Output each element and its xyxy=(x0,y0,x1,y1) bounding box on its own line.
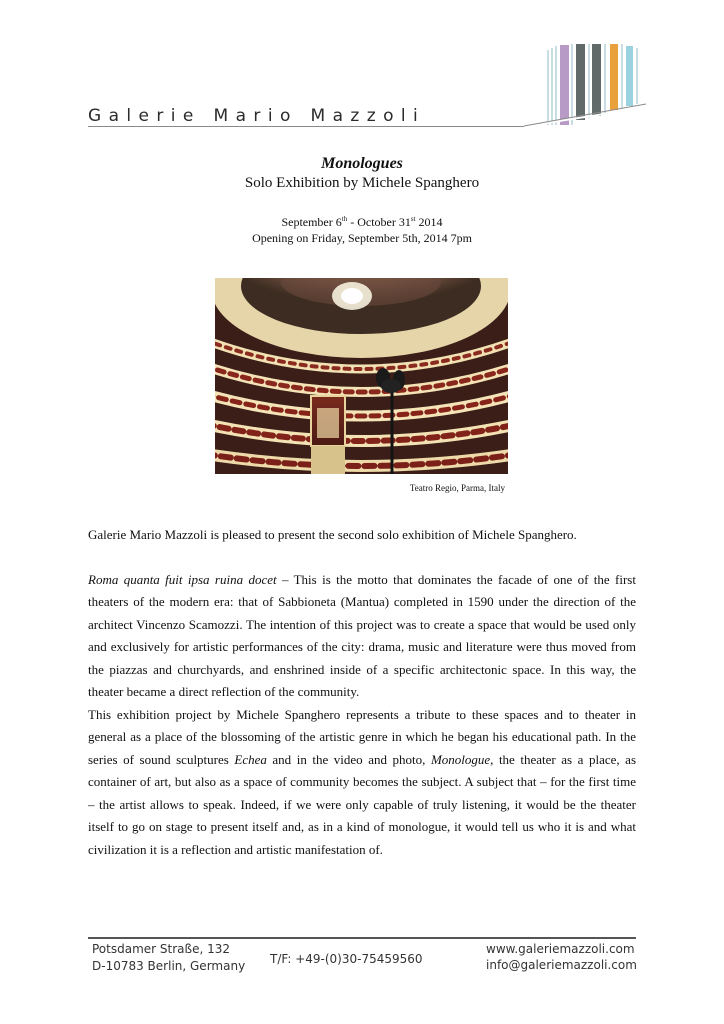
work-title-monologue: Monologue xyxy=(430,751,491,767)
exhibition-title-block xyxy=(88,154,636,246)
start-date: September 6 xyxy=(281,215,342,229)
exhibition-subtitle: Solo Exhibition by Michele Spanghero xyxy=(244,175,480,191)
footer-website-link[interactable]: www.galeriemazzoli.com xyxy=(486,942,635,956)
footer-email-link[interactable]: info@galeriemazzoli.com xyxy=(486,958,637,972)
paragraph-history-text: – This is the motto that dominates the facade of one of the first theaters of the modern era: that of Sabbioneta (Mantua) completed in 1590 under the direction of the architect Vincenzo Scamozzi. The intention of this project was to create a space that would be used only and exclusively for artistic performances of the city: drama, music and literature were thus moved from the piazzas and churchyards, and enshrined inside of a specific architectonic space. In this way, the theater became a direct reflection of the community. xyxy=(88,571,636,699)
footer-address-city: D-10783 Berlin, Germany xyxy=(92,959,246,973)
paragraph-project-text-a: This exhibition project by Michele Spanghero represents a tribute to these spaces and to theater in general as a place of the blossoming of the artistic genre in which he began his educational path. In the series of sound sculptures xyxy=(88,706,636,767)
work-title-echea: Echea xyxy=(234,751,267,767)
footer-divider xyxy=(88,937,636,939)
header-divider xyxy=(88,126,524,127)
footer-address-street: Potsdamer Straße, 132 xyxy=(92,942,230,956)
gallery-logo-bars xyxy=(520,40,650,130)
chandelier xyxy=(332,282,372,310)
end-date-suffix: st xyxy=(410,215,416,223)
paragraph-project-text-c: , the theater as a place, as container of art, but also as a space of community becomes the subject. A subject that – for the first time – the artist allows to speak. Indeed, if we were only capable of truly listening, it would be the theater itself to go on stage to present itself and, as in a kind of monologue, it would tell us who it is and what civilization it is a reflection and artistic manifestation of. xyxy=(88,751,636,857)
footer-phone: T/F: +49-(0)30-75459560 xyxy=(270,952,423,966)
latin-motto: Roma quanta fuit ipsa ruina docet xyxy=(88,571,277,587)
theater-photo xyxy=(215,278,508,474)
end-date: October 31 xyxy=(357,215,411,229)
paragraph-project-text-b: and in the video and photo, xyxy=(266,751,431,767)
opening-info: Opening on Friday, September 5th, 2014 7pm xyxy=(252,231,472,245)
intro-paragraph: Galerie Mario Mazzoli is pleased to present the second solo exhibition of Michele Spanghero. xyxy=(88,527,577,542)
paragraph-project xyxy=(88,704,636,862)
photo-caption: Teatro Regio, Parma, Italy xyxy=(409,483,505,493)
body-text xyxy=(88,524,636,861)
date-range: September 6th - October 31st 2014 xyxy=(281,215,443,229)
paragraph-history xyxy=(88,569,636,704)
gallery-name-header: Galerie Mario Mazzoli xyxy=(88,106,426,126)
royal-box xyxy=(311,396,345,474)
start-date-suffix: th xyxy=(341,215,348,223)
exhibition-year: 2014 xyxy=(418,215,443,229)
exhibition-dates xyxy=(88,214,636,246)
exhibition-title: Monologues xyxy=(321,155,403,172)
